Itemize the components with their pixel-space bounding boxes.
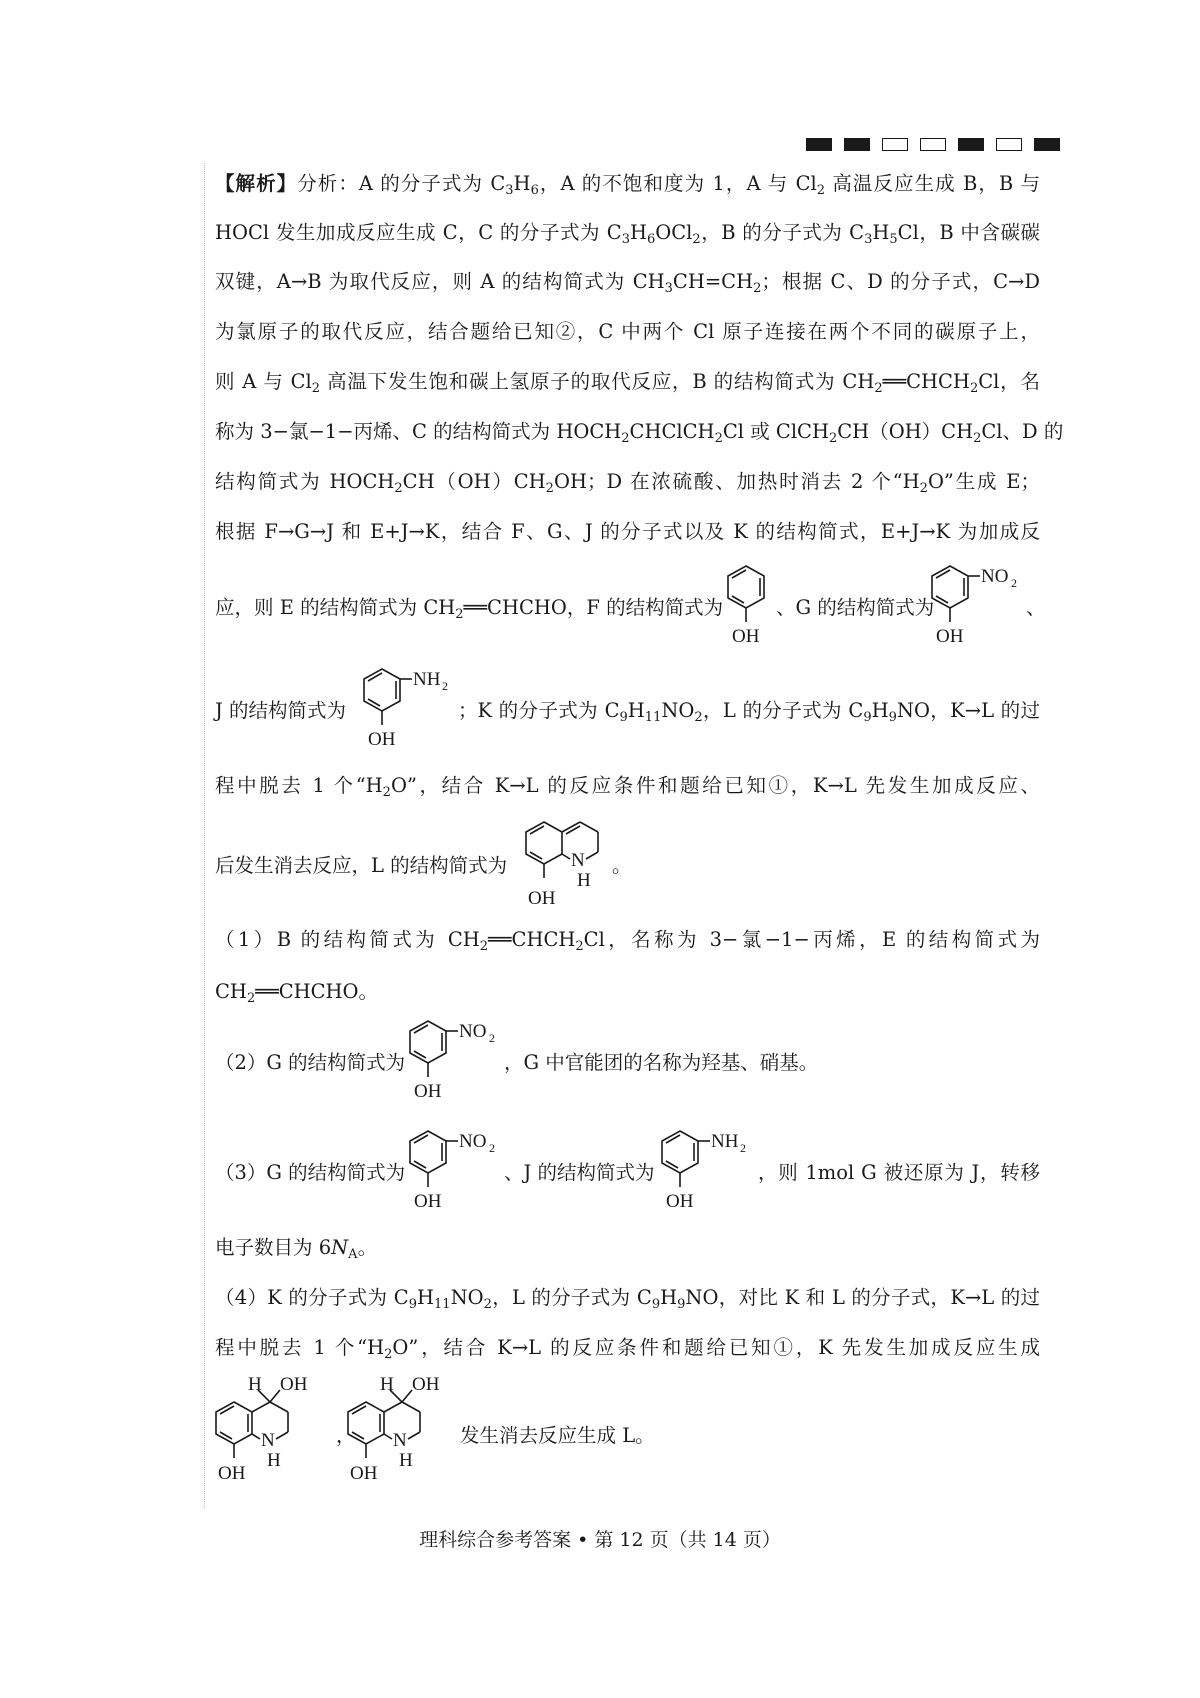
phenol-structure (716, 560, 778, 652)
aminophenol-structure (352, 663, 462, 755)
svg-text:N: N (261, 1430, 275, 1451)
analysis-line-10b: ；K 的分子式为 $C_9H_{11}NO_2$，L 的分子式为 $C_9H_9NO$，K→L 的过 (458, 699, 1040, 725)
analysis-line-5: 则 A 与 $Cl_2$ 高温下发生饱和碳上氢原子的取代反应，B 的结构简式为 $CH_2══CHCH_2Cl$，名 (215, 370, 1040, 396)
hydroxy-tetrahydroquinolinol-structure (340, 1372, 452, 1484)
hydroxy-tetrahydroquinolinol-structure (208, 1372, 320, 1484)
q2-line-1a: （2）G 的结构简式为 (215, 1051, 406, 1074)
svg-text:2: 2 (1011, 576, 1017, 590)
svg-text:H: H (248, 1374, 262, 1395)
svg-text:OH: OH (936, 626, 964, 647)
svg-text:OH: OH (350, 1463, 378, 1484)
page-footer: 理科综合参考答案 • 第 12 页（共 14 页） (419, 1529, 781, 1551)
analysis-line-8: 根据 F→G→J 和 E+J→K，结合 F、G、J 的分子式以及 K 的结构简式，E+J→K 为加成反 (215, 520, 1040, 543)
analysis-line-9b: 、G 的结构简式为 (776, 596, 935, 619)
q3-line-1a: （3）G 的结构简式为 (215, 1161, 406, 1184)
svg-text:OH: OH (528, 888, 556, 909)
q3-line-1b: 、J 的结构简式为 (504, 1161, 655, 1184)
nitrophenol-structure (920, 560, 1030, 652)
svg-text:N: N (393, 1430, 407, 1451)
svg-text:N: N (571, 850, 585, 871)
analysis-line-4: 为氯原子的取代反应，结合题给已知②，C 中两个 Cl 原子连接在两个不同的碳原子上， (215, 320, 1040, 343)
q3-line-2: 电子数目为 $6N_A$。 (215, 1236, 378, 1262)
svg-text:NH: NH (711, 1131, 739, 1152)
q3-line-1c: ，则 1mol G 被还原为 J，转移 (758, 1161, 1040, 1184)
svg-text:NO: NO (981, 566, 1009, 587)
header-mark (806, 138, 832, 151)
svg-text:NH: NH (413, 669, 441, 690)
quinolinol-structure (520, 816, 616, 914)
analysis-line-11: 程中脱去 1 个“$H_2O$”，结合 K→L 的反应条件和题给已知①，K→L 先发生加成反应、 (215, 774, 1041, 800)
svg-text:NO: NO (459, 1131, 487, 1152)
analysis-line-3: 双键，A→B 为取代反应，则 A 的结构简式为 $CH_3CH=CH_2$；根据 C、D 的分子式，C→D (215, 270, 1040, 296)
svg-text:OH: OH (280, 1374, 308, 1395)
q1-line-1: （1）B 的结构简式为 $CH_2══CHCH_2Cl$，名称为 3−氯−1−丙烯，E 的结构简式为 (215, 928, 1040, 954)
analysis-line-10a: J 的结构简式为 (215, 699, 347, 722)
svg-text:OH: OH (414, 1191, 442, 1212)
nitrophenol-structure (398, 1125, 508, 1217)
header-mark (882, 138, 908, 151)
svg-text:OH: OH (368, 729, 396, 750)
analysis-line-12b: 。 (612, 854, 632, 877)
q4-line-3b: 发生消去反应生成 L。 (460, 1424, 655, 1447)
svg-text:OH: OH (218, 1463, 246, 1484)
header-mark (920, 138, 946, 151)
header-mark (1034, 138, 1060, 151)
analysis-line-12a: 后发生消去反应，L 的结构简式为 (215, 854, 508, 877)
q2-line-1b: ，G 中官能团的名称为羟基、硝基。 (504, 1051, 819, 1074)
analysis-line-2: HOCl 发生加成反应生成 C，C 的分子式为 $C_3H_6OCl_2$，B 的分子式为 $C_3H_5Cl$，B 中含碳碳 (215, 221, 1040, 247)
svg-text:NO: NO (459, 1021, 487, 1042)
analysis-tag: 【解析】 (215, 172, 298, 195)
analysis-line-1: 【解析】分析：A 的分子式为 $C_3H_6$，A 的不饱和度为 1，A 与 $Cl_2$ 高温反应生成 B，B 与 (215, 172, 1040, 198)
svg-text:OH: OH (412, 1374, 440, 1395)
svg-text:2: 2 (442, 679, 448, 693)
svg-text:2: 2 (740, 1141, 746, 1155)
header-mark (844, 138, 870, 151)
svg-text:OH: OH (666, 1191, 694, 1212)
svg-text:OH: OH (414, 1081, 442, 1102)
q4-line-3a: ， (336, 1424, 356, 1447)
oh-label: OH (732, 626, 760, 647)
analysis-line-9a: 应，则 E 的结构简式为 $CH_2══CHCHO$，F 的结构简式为 (215, 596, 724, 622)
nitrophenol-structure (398, 1015, 508, 1107)
svg-text:H: H (577, 870, 591, 891)
q4-line-1: （4）K 的分子式为 $C_9H_{11}NO_2$，L 的分子式为 $C_9H_9NO$，对比 K 和 L 的分子式，K→L 的过 (215, 1286, 1040, 1312)
header-mark (958, 138, 984, 151)
header-marks (806, 138, 1060, 151)
svg-text:H: H (267, 1450, 281, 1471)
svg-text:H: H (380, 1374, 394, 1395)
header-mark (996, 138, 1022, 151)
aminophenol-structure (650, 1125, 760, 1217)
q4-line-2: 程中脱去 1 个“$H_2O$”，结合 K→L 的反应条件和题给已知①，K 先发生加成反应生成 (215, 1336, 1040, 1362)
margin-line (204, 163, 205, 1508)
svg-text:H: H (399, 1450, 413, 1471)
analysis-line-9c: 、 (1026, 596, 1046, 619)
analysis-line-7: 结构简式为 $HOCH_2CH(OH)CH_2OH$；D 在浓硫酸、加热时消去 2 个“$H_2O$”生成 E； (215, 470, 1040, 496)
svg-text:2: 2 (489, 1031, 495, 1045)
svg-text:2: 2 (489, 1141, 495, 1155)
q1-line-2: $CH_2══CHCHO$。 (215, 980, 379, 1006)
analysis-line-6: 称为 3−氯−1−丙烯、C 的结构简式为 $HOCH_2CHClCH_2Cl$ 或 $ClCH_2CH(OH)CH_2Cl$、D 的 (215, 420, 1064, 446)
